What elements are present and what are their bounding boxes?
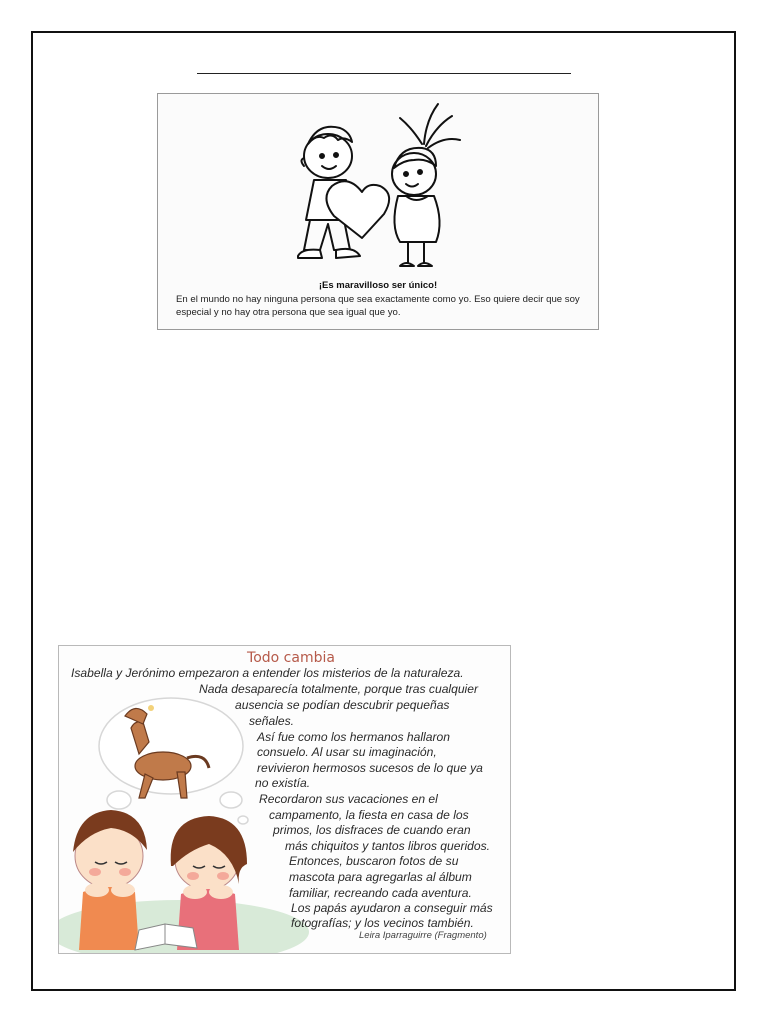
story-line: más chiquitos y tantos libros queridos. [285, 839, 491, 853]
story-line: mascota para agregarlas al álbum [289, 870, 472, 884]
story-credit: Leira Iparraguirre (Fragmento) [359, 930, 487, 941]
story-line: Entonces, buscaron fotos de su [289, 854, 459, 868]
story-line: Isabella y Jerónimo empezaron a entender los misterios de la naturaleza. [71, 666, 464, 680]
worksheet-image-todo-cambia [58, 645, 511, 954]
story-line: revivieron hermosos sucesos de lo que ya [257, 761, 483, 775]
card1-paragraph: En el mundo no hay ninguna persona que sea exactamente como yo. Eso quiere decir que soy especial y no hay otra persona que sea igual que yo. [176, 294, 580, 318]
story-line: Los papás ayudaron a conseguir más [291, 901, 493, 915]
card1-heading: ¡Es maravilloso ser único! [318, 280, 438, 291]
title-blank-line [197, 73, 571, 74]
story-title: Todo cambia [247, 650, 335, 666]
story-line: no existía. [255, 776, 311, 790]
story-line: familiar, recreando cada aventura. [289, 886, 472, 900]
story-line: Nada desaparecía totalmente, porque tras cualquier [199, 682, 479, 696]
story-line: Recordaron sus vacaciones en el [259, 792, 438, 806]
story-line: fotografías; y los vecinos también. [291, 916, 474, 930]
story-line: Así fue como los hermanos hallaron [257, 730, 450, 744]
story-line: primos, los disfraces de cuando eran [273, 823, 471, 837]
boy-girl-heart-illustration [288, 100, 478, 278]
story-line: ausencia se podían descubrir pequeñas [235, 698, 450, 712]
story-line: señales. [249, 714, 295, 728]
story-line: campamento, la fiesta en casa de los [269, 808, 469, 822]
worksheet-image-unique [157, 93, 599, 330]
story-line: consuelo. Al usar su imaginación, [257, 745, 437, 759]
